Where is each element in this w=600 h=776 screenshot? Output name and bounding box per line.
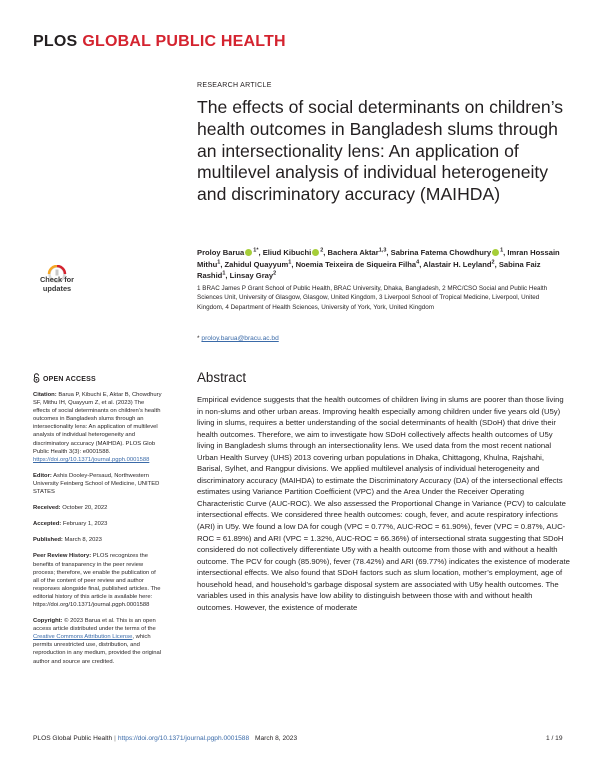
author-name: Alastair H. Leyland: [423, 259, 492, 269]
author: [225, 260, 292, 269]
peer-review-block: [33, 552, 163, 609]
orcid-icon[interactable]: [312, 249, 319, 256]
article-type: RESEARCH ARTICLE: [197, 82, 272, 89]
author-affiliation-marker: 1*: [253, 247, 259, 254]
correspondence-email-link[interactable]: proloy.barua@bracu.ac.bd: [201, 335, 279, 342]
received-label: Received:: [33, 505, 61, 512]
editor-block: [33, 472, 163, 496]
author: [296, 260, 420, 269]
author-name: Eliud Kibuchi: [262, 248, 312, 257]
author-affiliation-marker: 2: [320, 247, 324, 254]
copyright-text-end: , which permits unrestricted use, distribution, and reproduction in any medium, provided the original author and source are credited.: [33, 634, 161, 665]
author: [197, 248, 258, 257]
accepted-label: Accepted:: [33, 521, 62, 528]
editor-label: Editor:: [33, 472, 52, 479]
author: [263, 248, 324, 257]
author-affiliation-marker: 1: [500, 247, 504, 254]
author: [230, 271, 277, 280]
footer-date: March 8, 2023: [254, 735, 298, 742]
published-label: Published:: [33, 537, 63, 544]
author-name: Bachera Aktar: [327, 248, 379, 257]
author: [391, 248, 504, 257]
peer-review-link[interactable]: https://doi.org/10.1371/journal.pgph.0001588: [33, 601, 150, 608]
open-access-label: OPEN ACCESS: [43, 376, 96, 383]
author-affiliation-marker: 4: [416, 258, 420, 265]
editor-text: Ashis Dooley-Persaud, Northwestern University Feinberg School of Medicine, UNITED STATES: [33, 472, 160, 496]
abstract-text: Empirical evidence suggests that the health outcomes of children living in slums are poorer than those living in non-slums and other urban areas. Improving health especially among children under five years old (U5y) living in slums, requires a better understanding of the social determinants of health (SDoH) that drive their health outcomes. Therefore, we aim to investigate how SDoH collectively affects health outcomes of U5y living in Bangladesh slums through an intersectionality lens. We used data from the most recent national Urban Health Survey (UHS) 2013 covering urban populations in Dhaka, Chittagong, Khulna, Rajshahi, Barisal, Sylhet, and Rangpur divisions. We applied multilevel analysis of individual heterogeneity and discriminatory accuracy (MAIHDA) to estimate the Discriminatory Accuracy (DA) of the intersectional effects estimates using Variance Partition Coefficient (VPC) and the Area Under the Receiver Operating Characteristic Curve (AUC-ROC). We also assessed the Proportional Change in Variance (PCV) to calculate intersectional effects. We considered three health outcomes: cough, fever, and acute respiratory infections (ARI) in U5y. We found a low DA for cough (VPC = 0.77%, AUC-ROC = 61.90%), fever (VPC = 0.87%, AUC-ROC = 61.89%) and ARI (VPC = 1.32%, AUC-ROC = 66.36%) of intersectional strata suggesting that SDoH considered do not collectively differentiate U5y with a health outcome from those with and without a health outcome. The PCV for cough (85.90%), fever (78.42%) and ARI (69.77%) indicates the existence of moderate intersectional effects. We also found that SDoH factors such as slum location, mother’s employment, age of household head, and household’s garbage disposal system are associated with U5y health outcomes. The variables used in this analysis have low ability to distinguish between those with and without health outcomes. However, the existence of moderate: [197, 395, 570, 612]
open-access-badge: [33, 373, 96, 383]
correspondence: [197, 335, 279, 342]
footer-doi-link[interactable]: https://doi.org/10.1371/journal.pgph.0001588: [117, 735, 250, 742]
check-for-updates-label[interactable]: Check for updates: [39, 275, 75, 293]
accepted-block: [33, 520, 163, 528]
page-footer: PLOS Global Public Health | https://doi.org/10.1371/journal.pgph.0001588 March 8, 2023: [33, 735, 298, 742]
abstract-heading: Abstract: [197, 370, 247, 385]
copyright-text: © 2023 Barua et al. This is an open access article distributed under the terms of the: [33, 618, 156, 633]
author-affiliation-marker: 2: [491, 258, 495, 265]
citation-label: Citation:: [33, 392, 57, 398]
citation-block: [33, 391, 163, 464]
citation-doi-link[interactable]: https://doi.org/10.1371/journal.pgph.0001588: [33, 456, 150, 463]
author: [423, 260, 494, 269]
author-affiliation-marker: 2: [273, 270, 277, 277]
received-date: October 20, 2022: [62, 505, 108, 512]
peer-review-label: Peer Review History:: [33, 553, 92, 560]
accepted-date: February 1, 2023: [62, 521, 108, 528]
citation-text: Barua P, Kibuchi E, Aktar B, Chowdhury SF, Mithu IH, Quayyum Z, et al. (2023) The effects of social determinants on children’s health outcomes in Bangladesh slums through an intersectionality lens: An application of multilevel analysis of individual heterogeneity and discriminatory accuracy (MAIHDA). PLOS Glob Public Health 3(3): e0001588.: [33, 392, 162, 455]
author-name: Sabina Faiz Rashid: [197, 259, 541, 280]
published-date: March 8, 2023: [64, 537, 102, 544]
author-name: Linsay Gray: [229, 271, 274, 280]
author-name: Noemia Teixeira de Siqueira Filha: [295, 259, 417, 269]
author-affiliation-marker: 1,3: [378, 247, 387, 254]
published-block: [33, 536, 163, 544]
open-access-lock-icon: [33, 373, 40, 383]
author-name: Sabrina Fatema Chowdhury: [390, 248, 492, 257]
author-name: Proloy Barua: [197, 248, 245, 257]
journal-prefix: PLOS: [33, 33, 78, 50]
orcid-icon[interactable]: [492, 249, 499, 256]
journal-header: [33, 33, 286, 51]
author-affiliation-marker: 1: [222, 270, 226, 277]
received-block: [33, 504, 163, 512]
copyright-block: [33, 617, 163, 666]
author-name: Imran Hossain Mithu: [197, 248, 560, 269]
affiliations: 1 BRAC James P Grant School of Public Health, BRAC University, Dhaka, Bangladesh, 2 MRC/CSO Social and Public Health Sciences Unit, University of Glasgow, Glasgow, United Kingdom, 3 Liverpool School of Tropical Medicine, Liverpool, United Kingdom, 4 Department of Health Sciences, University of York, York, United Kingdom: [197, 285, 548, 311]
author-name: Zahidul Quayyum: [224, 259, 289, 269]
article-title: The effects of social determinants on children’s health outcomes in Bangladesh slums through an intersectionality lens: An application of multilevel analysis of individual heterogeneity and discriminatory accuracy (MAIHDA): [197, 97, 564, 205]
author-list: Proloy Barua $^{1*}$, Eliud Kibuchi $^2$, Bachera Aktar$^{1,3}$, Sabrina Fatema Chowdhury $^1$, Imran Hossain Mithu$^1$, Zahidul Quayyum$^1$, Noemia Teixeira de Siqueira Filha$^4$, Alastair H. Leyland$^2$, Sabina Faiz Rashid$^1$, Linsay Gray$^2$: [197, 247, 560, 280]
article-info-sidebar: [33, 391, 163, 674]
page-number: 1 / 19: [546, 735, 563, 742]
correspondence-mark: *: [197, 335, 200, 342]
orcid-icon[interactable]: [245, 249, 252, 256]
peer-review-text: PLOS recognizes the benefits of transparency in the peer review process; therefore, we enable the publication of all of the content of peer review and author responses alongside final, published articles. The editorial history of this article is available here:: [33, 553, 161, 600]
author-affiliation-marker: 1: [288, 258, 292, 265]
footer-journal: PLOS Global Public Health: [33, 735, 113, 742]
author-affiliation-marker: 1: [217, 258, 221, 265]
author: [328, 248, 387, 257]
license-link[interactable]: Creative Commons Attribution License: [33, 634, 133, 641]
journal-name: GLOBAL PUBLIC HEALTH: [82, 33, 286, 50]
copyright-label: Copyright:: [33, 618, 63, 625]
